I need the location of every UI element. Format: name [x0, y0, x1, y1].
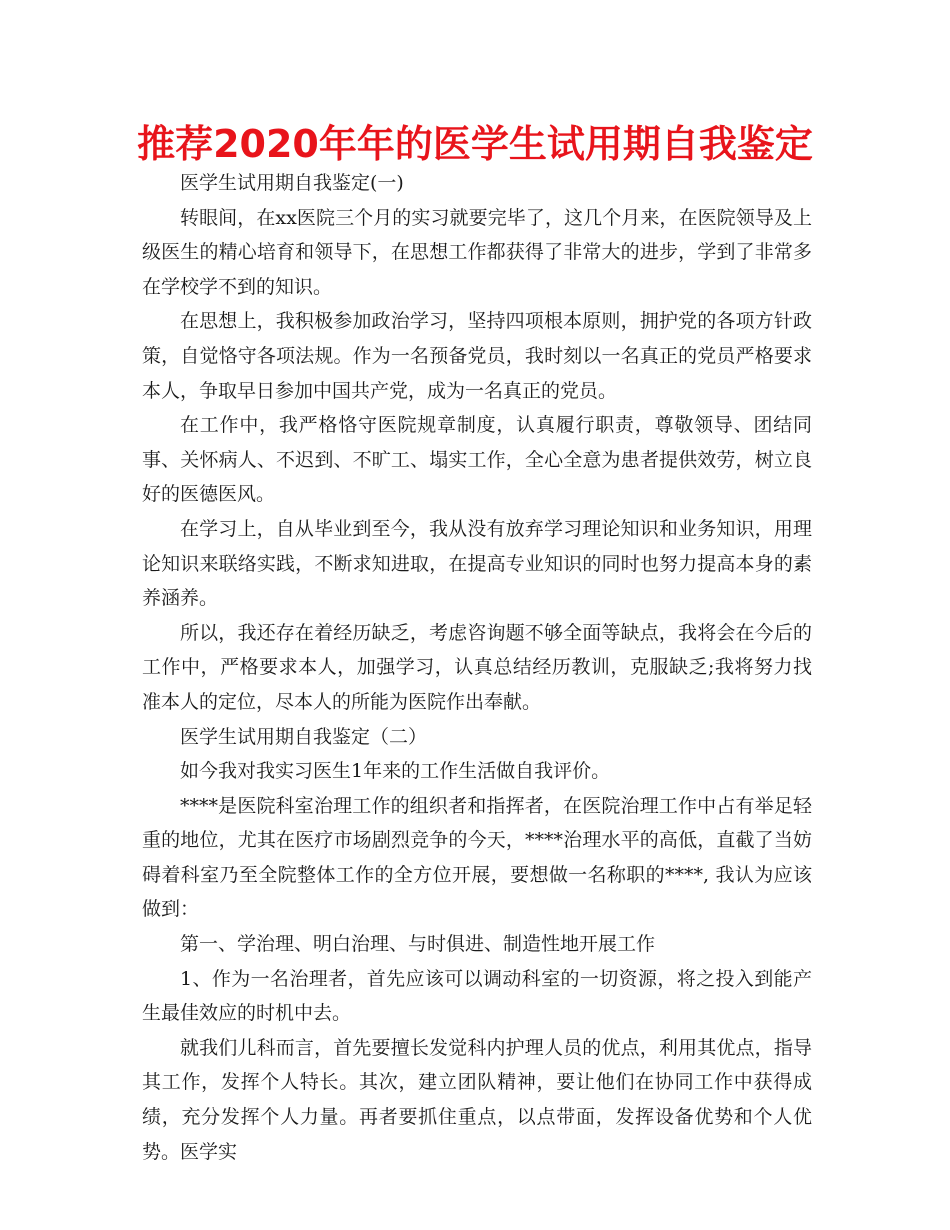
paragraph: 在学习上，自从毕业到至今，我从没有放弃学习理论知识和业务知识，用理论知识来联络实践，不断求知进取，在提高专业知识的同时也努力提高本身的素养涵养。 — [142, 517, 812, 610]
document-body — [142, 166, 812, 1169]
paragraph: 在工作中，我严格恪守医院规章制度，认真履行职责，尊敬领导、团结同事、关怀病人、不迟到、不旷工、塌实工作，全心全意为患者提供效劳，树立良好的医德医风。 — [142, 414, 812, 506]
paragraph-section-heading-2: 医学生试用期自我鉴定（二） — [180, 725, 428, 748]
paragraph: 在思想上，我积极参加政治学习，坚持四项根本原则，拥护党的各项方针政策，自觉恪守各项法规。作为一名预备党员，我时刻以一名真正的党员严格要求本人，争取早日参加中国共产党，成为一名真正的党员。 — [142, 310, 812, 402]
paragraph: 1、作为一名治理者，首先应该可以调动科室的一切资源，将之投入到能产生最佳效应的时机中去。 — [142, 967, 812, 1025]
document-title: 推荐2020年年的医学生试用期自我鉴定 — [137, 122, 813, 166]
paragraph: ****是医院科室治理工作的组织者和指挥者，在医院治理工作中占有举足轻重的地位，尤其在医疗市场剧烈竞争的今天，****治理水平的高低，直截了当妨碍着科室乃至全院整体工作的全方位开展，要想做一名称职的****, 我认为应该做到： — [142, 794, 812, 921]
paragraph: 如今我对我实习医生1年来的工作生活做自我评价。 — [180, 760, 611, 783]
paragraph-section-heading-1: 医学生试用期自我鉴定(一) — [180, 172, 404, 194]
paragraph: 就我们儿科而言，首先要擅长发觉科内护理人员的优点，利用其优点，指导其工作，发挥个人特长。其次，建立团队精神，要让他们在协同工作中获得成绩，充分发挥个人力量。再者要抓住重点，以点带面，发挥设备优势和个人优势。医学实 — [142, 1036, 812, 1163]
paragraph: 转眼间，在xx医院三个月的实习就要完毕了，这几个月来，在医院领导及上级医生的精心培育和领导下，在思想工作都获得了非常大的进步，学到了非常多在学校学不到的知识。 — [142, 206, 812, 298]
paragraph-subheading: 第一、学治理、明白治理、与时俱进、制造性地开展工作 — [180, 933, 656, 956]
paragraph: 所以，我还存在着经历缺乏，考虑咨询题不够全面等缺点，我将会在今后的工作中，严格要求本人，加强学习，认真总结经历教训，克服缺乏;我将努力找准本人的定位，尽本人的所能为医院作出奉献。 — [142, 621, 812, 713]
